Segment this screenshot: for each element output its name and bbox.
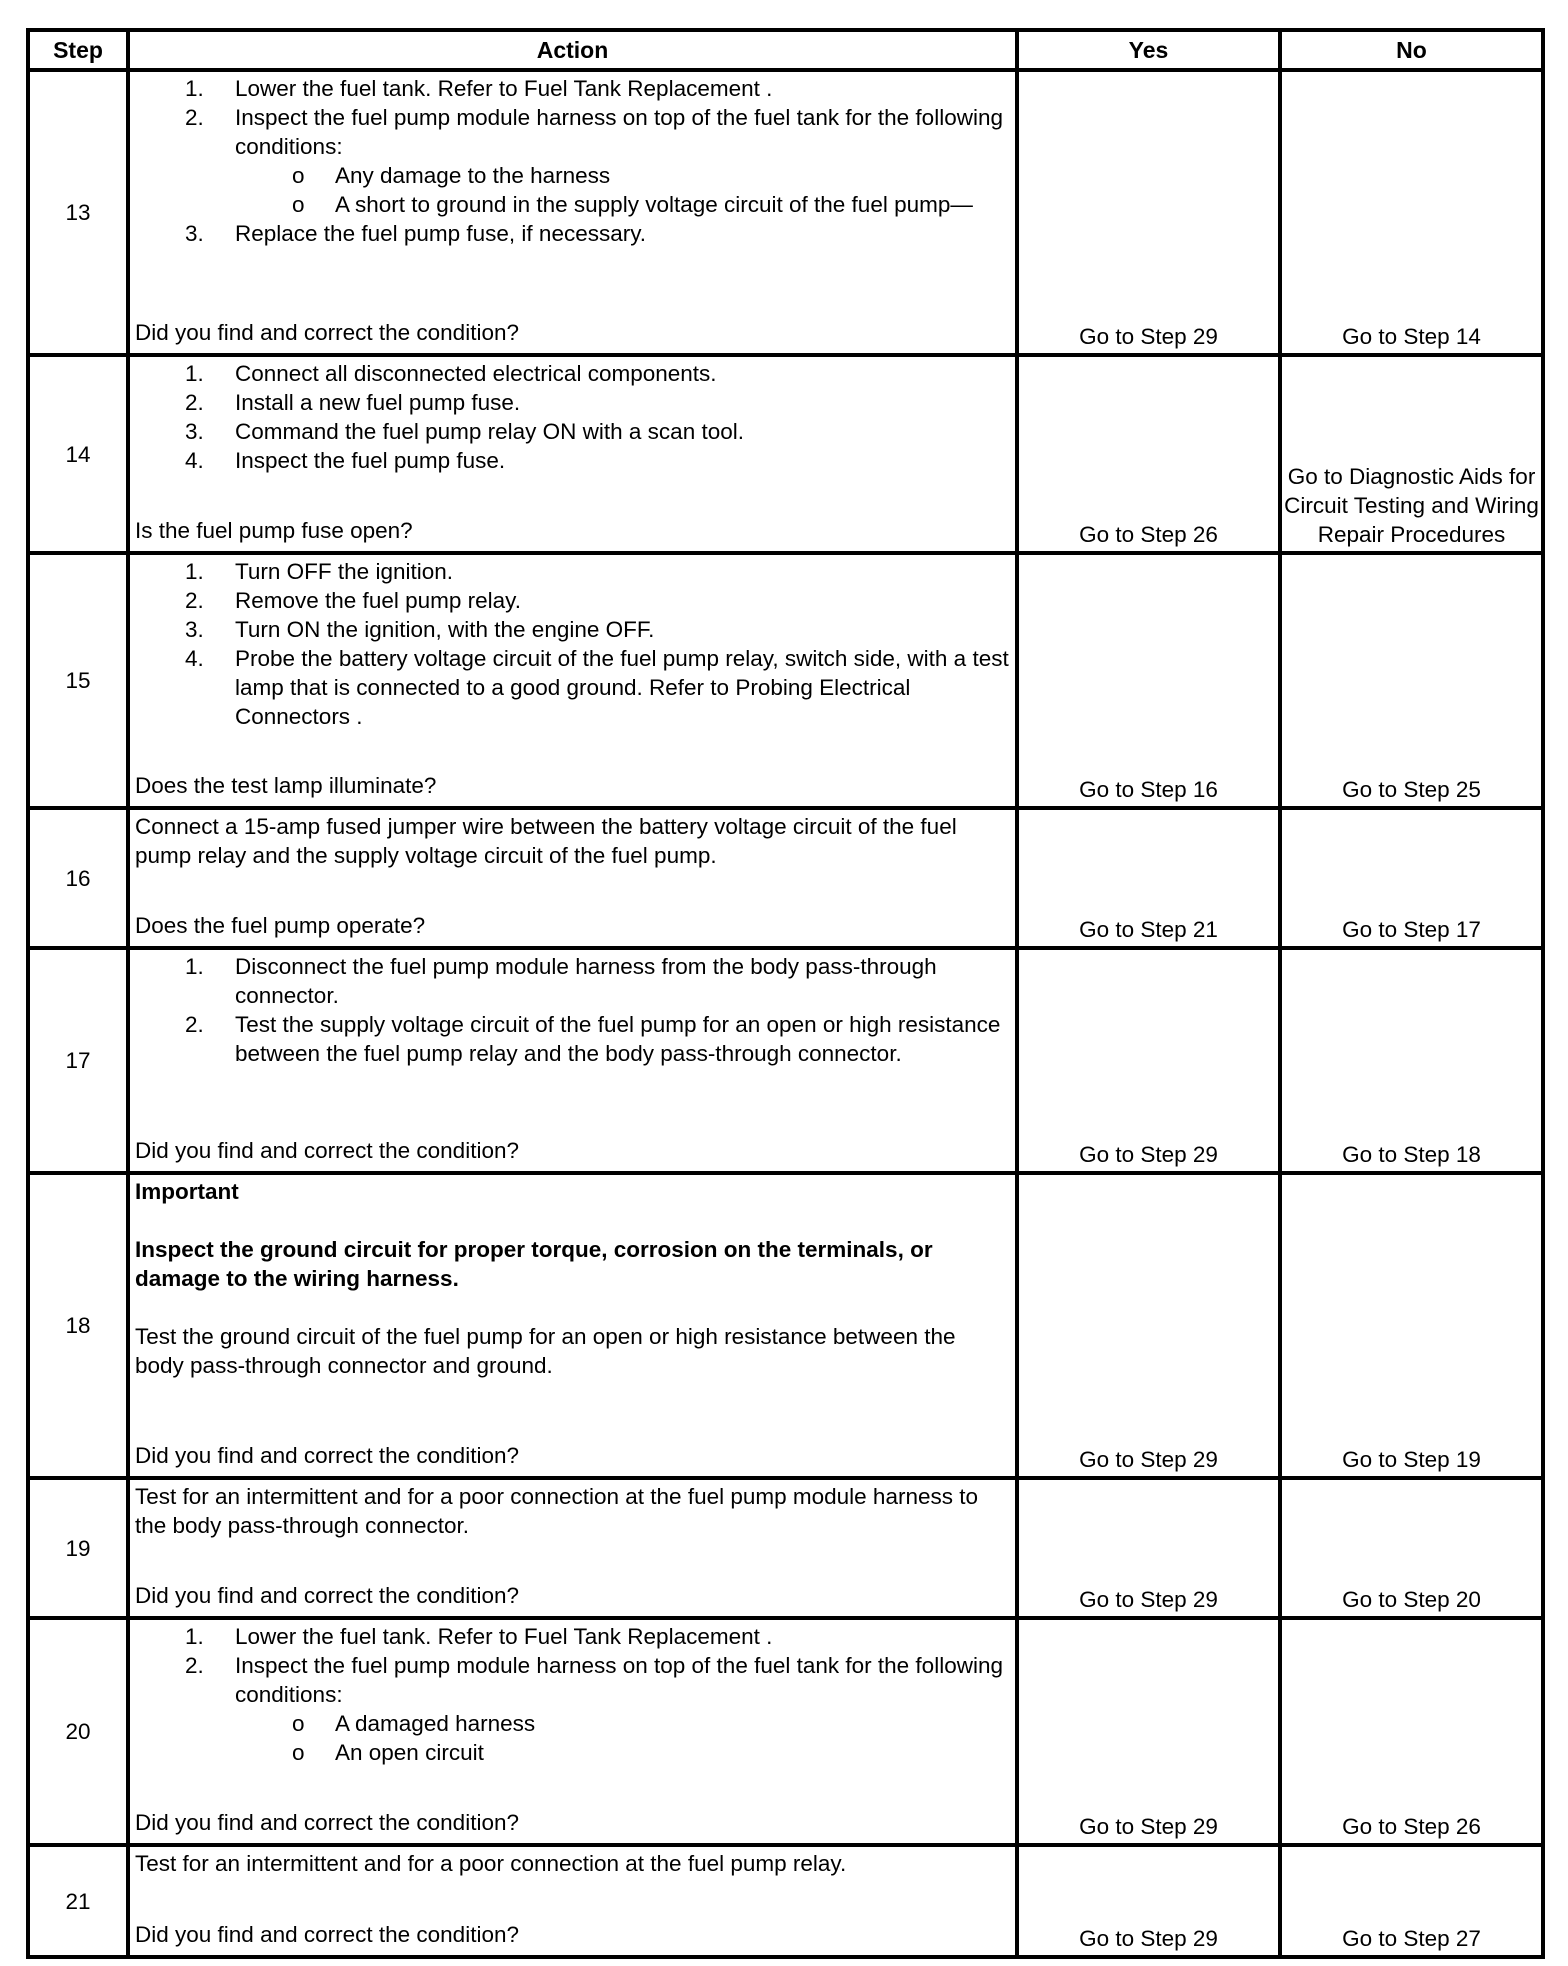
action-text: Connect a 15-amp fused jumper wire between the battery voltage circuit of the fuel pump relay and the supply voltage circuit of the fuel pump.: [135, 814, 957, 868]
action-step: 4. Probe the battery voltage circuit of the fuel pump relay, switch side, with a test lamp that is connected to a good ground. Refer to Probing Electrical Connectors .: [185, 646, 1009, 729]
important-note: Inspect the ground circuit for proper torque, corrosion on the terminals, or damage to the wiring harness.: [135, 1237, 933, 1291]
action-step: 2. Install a new fuel pump fuse.: [185, 390, 521, 415]
no-cell: Go to Step 19: [1280, 1173, 1543, 1478]
condition-item: o A short to ground in the supply voltage circuit of the fuel pump—: [292, 192, 973, 217]
action-cell: [128, 1173, 1017, 1478]
action-step: 1. Lower the fuel tank. Refer to Fuel Tank Replacement .: [185, 1624, 773, 1649]
step-number: 19: [28, 1478, 128, 1618]
no-cell: Go to Step 27: [1280, 1845, 1543, 1957]
action-step: 2. Inspect the fuel pump module harness on top of the fuel tank for the following conditions: o Any damage to the harness o A short to ground in the supply voltage circuit of the fuel pump—: [135, 103, 1009, 219]
question: Does the test lamp illuminate?: [135, 773, 437, 798]
action-step: 1. Lower the fuel tank. Refer to Fuel Tank Replacement .: [185, 76, 773, 101]
action-cell: [128, 1845, 1017, 1957]
question: Did you find and correct the condition?: [135, 1810, 519, 1835]
yes-cell: Go to Step 29: [1017, 1478, 1280, 1618]
table-row: [28, 1478, 1543, 1618]
action-steps: [135, 952, 1009, 1068]
yes-cell: Go to Step 29: [1017, 1618, 1280, 1845]
action-step: 1. Turn OFF the ignition.: [185, 559, 454, 584]
no-cell: Go to Step 20: [1280, 1478, 1543, 1618]
action-steps: [135, 1622, 1009, 1767]
action-step: 3. Command the fuel pump relay ON with a scan tool.: [185, 419, 744, 444]
table-row: [28, 948, 1543, 1173]
table-row: [28, 1618, 1543, 1845]
step-number: 20: [28, 1618, 128, 1845]
action-step: 4. Inspect the fuel pump fuse.: [185, 448, 506, 473]
action-step: 3. Replace the fuel pump fuse, if necessary.: [185, 221, 647, 246]
diagnostic-table-page: [26, 28, 1541, 1959]
action-step: 2. Test the supply voltage circuit of the fuel pump for an open or high resistance between the fuel pump relay and the body pass-through connector.: [185, 1012, 1001, 1066]
yes-cell: Go to Step 29: [1017, 948, 1280, 1173]
condition-list: [235, 161, 1009, 219]
action-steps: [135, 74, 1009, 248]
header-action: Action: [128, 30, 1017, 70]
question: Did you find and correct the condition?: [135, 1583, 519, 1608]
table-row: [28, 553, 1543, 808]
question: Is the fuel pump fuse open?: [135, 518, 413, 543]
action-text: Test the ground circuit of the fuel pump for an open or high resistance between the body pass-through connector and ground.: [135, 1324, 956, 1378]
action-cell: [128, 70, 1017, 355]
step-number: 17: [28, 948, 128, 1173]
header-no: No: [1280, 30, 1543, 70]
action-cell: [128, 553, 1017, 808]
step-number: 13: [28, 70, 128, 355]
yes-cell: Go to Step 26: [1017, 355, 1280, 553]
action-step: 1. Connect all disconnected electrical components.: [185, 361, 717, 386]
important-heading: Important: [135, 1179, 239, 1204]
condition-list: [235, 1709, 1009, 1767]
step-number: 18: [28, 1173, 128, 1478]
action-steps: [135, 557, 1009, 731]
condition-item: o A damaged harness: [292, 1711, 536, 1736]
condition-item: o Any damage to the harness: [292, 163, 611, 188]
question: Did you find and correct the condition?: [135, 1443, 519, 1468]
diagnostic-table: [26, 28, 1545, 1959]
action-step: 2. Remove the fuel pump relay.: [185, 588, 521, 613]
header-step: Step: [28, 30, 128, 70]
action-cell: [128, 1478, 1017, 1618]
header-yes: Yes: [1017, 30, 1280, 70]
condition-item: o An open circuit: [292, 1740, 484, 1765]
no-cell: Go to Step 18: [1280, 948, 1543, 1173]
question: Did you find and correct the condition?: [135, 1138, 519, 1163]
table-row: [28, 70, 1543, 355]
action-steps: [135, 359, 1009, 475]
yes-cell: Go to Step 29: [1017, 70, 1280, 355]
no-cell: Go to Step 14: [1280, 70, 1543, 355]
table-row: [28, 1845, 1543, 1957]
step-number: 15: [28, 553, 128, 808]
table-row: [28, 808, 1543, 948]
action-step: 1. Disconnect the fuel pump module harness from the body pass-through connector.: [185, 954, 937, 1008]
question: Did you find and correct the condition?: [135, 1922, 519, 1947]
no-cell: Go to Diagnostic Aids for Circuit Testing and Wiring Repair Procedures: [1280, 355, 1543, 553]
table-row: [28, 355, 1543, 553]
step-number: 21: [28, 1845, 128, 1957]
action-step: 3. Turn ON the ignition, with the engine OFF.: [185, 617, 655, 642]
action-cell: [128, 948, 1017, 1173]
yes-cell: Go to Step 29: [1017, 1173, 1280, 1478]
action-cell: [128, 1618, 1017, 1845]
action-cell: [128, 355, 1017, 553]
yes-cell: Go to Step 16: [1017, 553, 1280, 808]
action-step: 2. Inspect the fuel pump module harness on top of the fuel tank for the following conditions: o A damaged harness o An open circuit: [135, 1651, 1009, 1767]
yes-cell: Go to Step 29: [1017, 1845, 1280, 1957]
question: Did you find and correct the condition?: [135, 320, 519, 345]
header-row: [28, 30, 1543, 70]
step-number: 16: [28, 808, 128, 948]
question: Does the fuel pump operate?: [135, 913, 426, 938]
action-text: Test for an intermittent and for a poor connection at the fuel pump relay.: [135, 1851, 847, 1876]
no-cell: Go to Step 26: [1280, 1618, 1543, 1845]
action-cell: [128, 808, 1017, 948]
table-row: [28, 1173, 1543, 1478]
no-cell: Go to Step 25: [1280, 553, 1543, 808]
yes-cell: Go to Step 21: [1017, 808, 1280, 948]
step-number: 14: [28, 355, 128, 553]
no-cell: Go to Step 17: [1280, 808, 1543, 948]
action-text: Test for an intermittent and for a poor connection at the fuel pump module harness to the body pass-through connector.: [135, 1484, 978, 1538]
